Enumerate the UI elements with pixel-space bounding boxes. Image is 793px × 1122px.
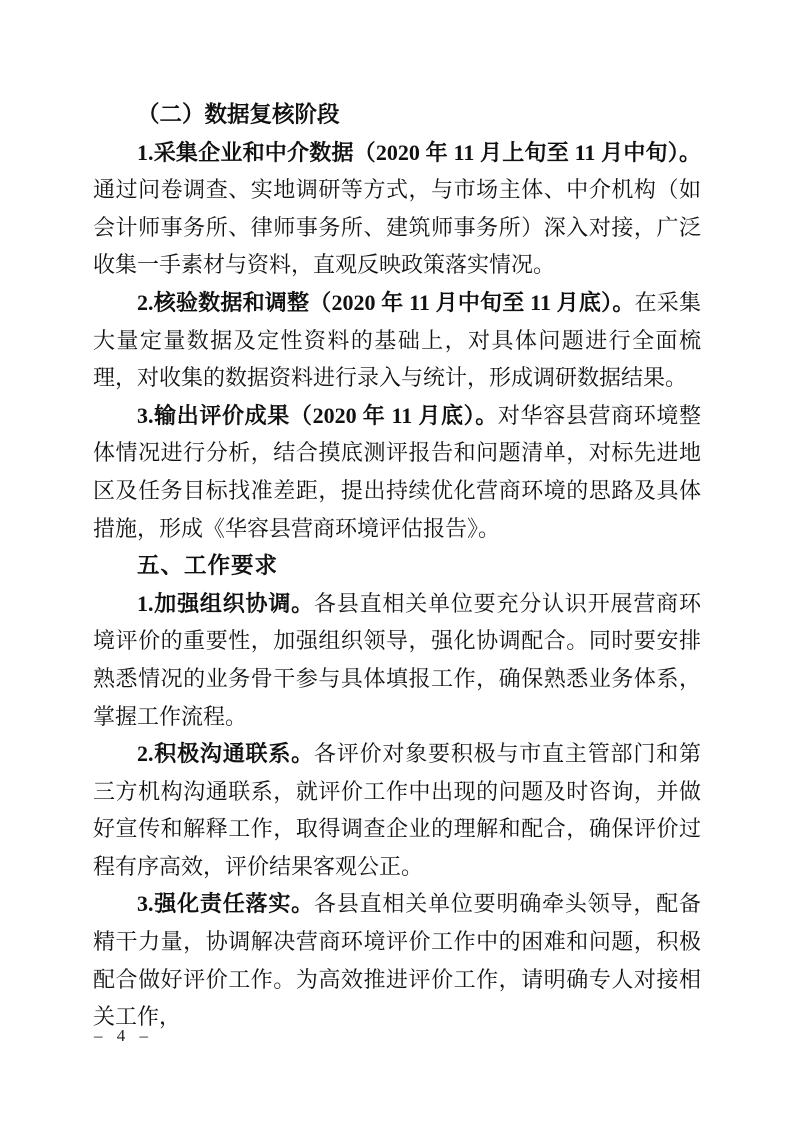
paragraph-text: 各县直相关单位要明确牵头领导，配备精干力量，协调解决营商环境评价工作中的困难和问题，积极配合做好评价工作。为高效推进评价工作，请明确专人对接相关工作， <box>93 891 701 1030</box>
paragraph-lead: 1.采集企业和中介数据（2020 年 11 月上旬至 11 月中旬）。 <box>137 139 701 165</box>
paragraph-collect-enterprise-data <box>93 134 701 284</box>
paragraph-verify-data-adjust <box>93 284 701 397</box>
paragraph-lead: 3.强化责任落实。 <box>137 891 314 917</box>
section-heading-work-requirements: 五、工作要求 <box>137 553 279 579</box>
paragraph-text: 通过问卷调查、实地调研等方式，与市场主体、中介机构（如会计师事务所、律师事务所、建筑师事务所）深入对接，广泛收集一手素材与资料，直观反映政策落实情况。 <box>93 177 701 278</box>
section-heading-data-review-stage: （二）数据复核阶段 <box>137 102 340 127</box>
page-footer <box>94 1026 153 1046</box>
paragraph-lead: 3.输出评价成果（2020 年 11 月底）。 <box>137 402 498 428</box>
paragraph-text: 对华容县营商环境整体情况进行分析，结合摸底测评报告和问题清单，对标先进地区及任务目标找准差距，提出持续优化营商环境的思路及具体措施，形成《华容县营商环境评估报告》。 <box>93 402 701 541</box>
paragraph-active-communication <box>93 735 701 885</box>
paragraph-lead: 2.核验数据和调整（2020 年 11 月中旬至 11 月底）。 <box>137 289 635 315</box>
document-body <box>93 96 701 1036</box>
paragraph-lead: 1.加强组织协调。 <box>137 590 314 616</box>
paragraph-text: 各评价对象要积极与市直主管部门和第三方机构沟通联系，就评价工作中出现的问题及时咨询，并做好宣传和解释工作，取得调查企业的理解和配合，确保评价过程有序高效，评价结果客观公正。 <box>93 741 701 879</box>
paragraph-text: 在采集大量定量数据及定性资料的基础上，对具体问题进行全面梳理，对收集的数据资料进行录入与统计，形成调研数据结果。 <box>93 289 701 391</box>
paragraph-implement-responsibility <box>93 885 701 1035</box>
paragraph-text: 各县直相关单位要充分认识开展营商环境评价的重要性，加强组织领导，强化协调配合。同时要安排熟悉情况的业务骨干参与具体填报工作，确保熟悉业务体系，掌握工作流程。 <box>93 590 701 729</box>
page-number: – 4 – <box>94 1026 153 1045</box>
paragraph-strengthen-organization <box>93 585 701 735</box>
paragraph-lead: 2.积极沟通联系。 <box>137 741 314 767</box>
paragraph-output-evaluation-results <box>93 397 701 547</box>
